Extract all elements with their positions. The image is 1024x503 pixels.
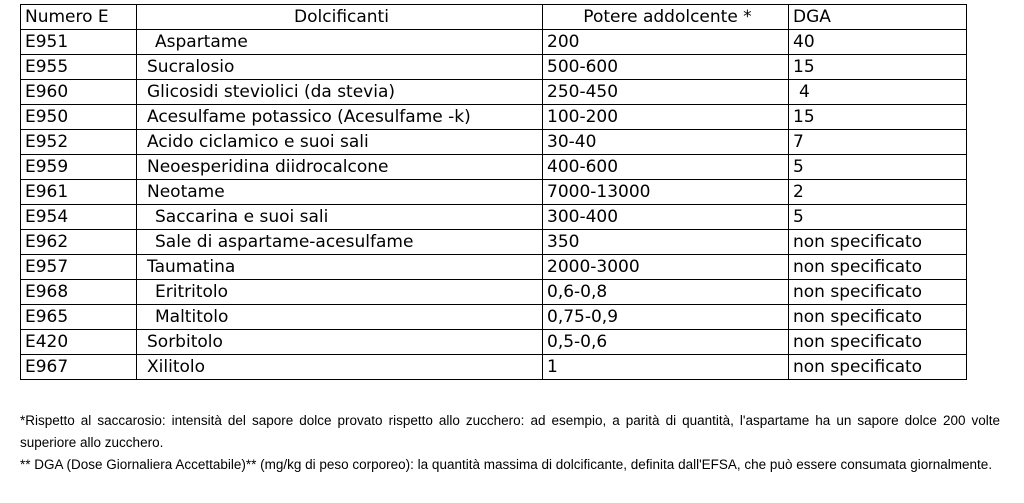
sweetener-name-cell: Neoesperidina diidrocalcone xyxy=(137,155,543,180)
table-row xyxy=(21,255,967,280)
table-row xyxy=(21,305,967,330)
sweetener-name-cell: Aspartame xyxy=(137,30,543,55)
header-dolcificanti: Dolcificanti xyxy=(137,5,543,30)
sweetening-power-cell: 500-600 xyxy=(543,55,789,80)
code-cell: E954 xyxy=(21,205,137,230)
sweetening-power-cell: 350 xyxy=(543,230,789,255)
dga-cell: 2 xyxy=(789,180,967,205)
footnote-dga: ** DGA (Dose Giornaliera Accettabile)** (mg/kg di peso corporeo): la quantità massima di dolcificante, definita dall'EFSA, che può essere consumata giornalmente. xyxy=(20,457,993,472)
sweetening-power-cell: 30-40 xyxy=(543,130,789,155)
sweetener-name-cell: Neotame xyxy=(137,180,543,205)
table-row xyxy=(21,55,967,80)
sweetener-name-cell: Saccarina e suoi sali xyxy=(137,205,543,230)
header-numero-e: Numero E xyxy=(21,5,137,30)
sweetening-power-cell: 0,6-0,8 xyxy=(543,280,789,305)
dga-cell: non specificato xyxy=(789,280,967,305)
footnote-sweetening-power: *Rispetto al saccarosio: intensità del sapore dolce provato rispetto allo zucchero: ad esempio, a parità di quantità, l'aspartame ha un sapore dolce 200 volte superiore allo zucchero. xyxy=(20,413,1000,450)
table-row xyxy=(21,105,967,130)
dga-cell: non specificato xyxy=(789,355,967,380)
code-cell: E961 xyxy=(21,180,137,205)
header-dga: DGA xyxy=(789,5,967,30)
code-cell: E955 xyxy=(21,55,137,80)
sweetening-power-cell: 200 xyxy=(543,30,789,55)
dga-cell: 5 xyxy=(789,205,967,230)
sweetener-name-cell: Sale di aspartame-acesulfame xyxy=(137,230,543,255)
sweetening-power-cell: 300-400 xyxy=(543,205,789,230)
sweetening-power-cell: 100-200 xyxy=(543,105,789,130)
table-row xyxy=(21,280,967,305)
sweetener-name-cell: Xilitolo xyxy=(137,355,543,380)
sweetening-power-cell: 250-450 xyxy=(543,80,789,105)
code-cell: E968 xyxy=(21,280,137,305)
code-cell: E951 xyxy=(21,30,137,55)
code-cell: E962 xyxy=(21,230,137,255)
table-row xyxy=(21,80,967,105)
table-header-row xyxy=(21,5,967,30)
table-row xyxy=(21,205,967,230)
sweetening-power-cell: 0,75-0,9 xyxy=(543,305,789,330)
sweetening-power-cell: 2000-3000 xyxy=(543,255,789,280)
sweeteners-table xyxy=(20,4,967,380)
sweetener-name-cell: Sucralosio xyxy=(137,55,543,80)
sweetener-name-cell: Acesulfame potassico (Acesulfame -k) xyxy=(137,105,543,130)
code-cell: E960 xyxy=(21,80,137,105)
dga-cell: non specificato xyxy=(789,305,967,330)
table-row xyxy=(21,180,967,205)
code-cell: E965 xyxy=(21,305,137,330)
dga-cell: 4 xyxy=(789,80,967,105)
table-row xyxy=(21,355,967,380)
table-row xyxy=(21,155,967,180)
sweetening-power-cell: 1 xyxy=(543,355,789,380)
code-cell: E420 xyxy=(21,330,137,355)
sweetening-power-cell: 400-600 xyxy=(543,155,789,180)
dga-cell: 7 xyxy=(789,130,967,155)
sweetener-name-cell: Sorbitolo xyxy=(137,330,543,355)
table-row xyxy=(21,30,967,55)
dga-cell: 15 xyxy=(789,55,967,80)
table-row xyxy=(21,130,967,155)
sweetener-name-cell: Maltitolo xyxy=(137,305,543,330)
footnotes xyxy=(20,410,1000,476)
dga-cell: non specificato xyxy=(789,255,967,280)
dga-cell: 5 xyxy=(789,155,967,180)
sweetening-power-cell: 7000-13000 xyxy=(543,180,789,205)
sweetener-name-cell: Acido ciclamico e suoi sali xyxy=(137,130,543,155)
sweetener-name-cell: Taumatina xyxy=(137,255,543,280)
dga-cell: 40 xyxy=(789,30,967,55)
table-row xyxy=(21,330,967,355)
sweetener-name-cell: Glicosidi steviolici (da stevia) xyxy=(137,80,543,105)
code-cell: E967 xyxy=(21,355,137,380)
sweetener-name-cell: Eritritolo xyxy=(137,280,543,305)
code-cell: E950 xyxy=(21,105,137,130)
code-cell: E959 xyxy=(21,155,137,180)
dga-cell: non specificato xyxy=(789,330,967,355)
dga-cell: non specificato xyxy=(789,230,967,255)
code-cell: E957 xyxy=(21,255,137,280)
header-potere-addolcente: Potere addolcente * xyxy=(543,5,789,30)
sweetening-power-cell: 0,5-0,6 xyxy=(543,330,789,355)
dga-cell: 15 xyxy=(789,105,967,130)
code-cell: E952 xyxy=(21,130,137,155)
table-row xyxy=(21,230,967,255)
